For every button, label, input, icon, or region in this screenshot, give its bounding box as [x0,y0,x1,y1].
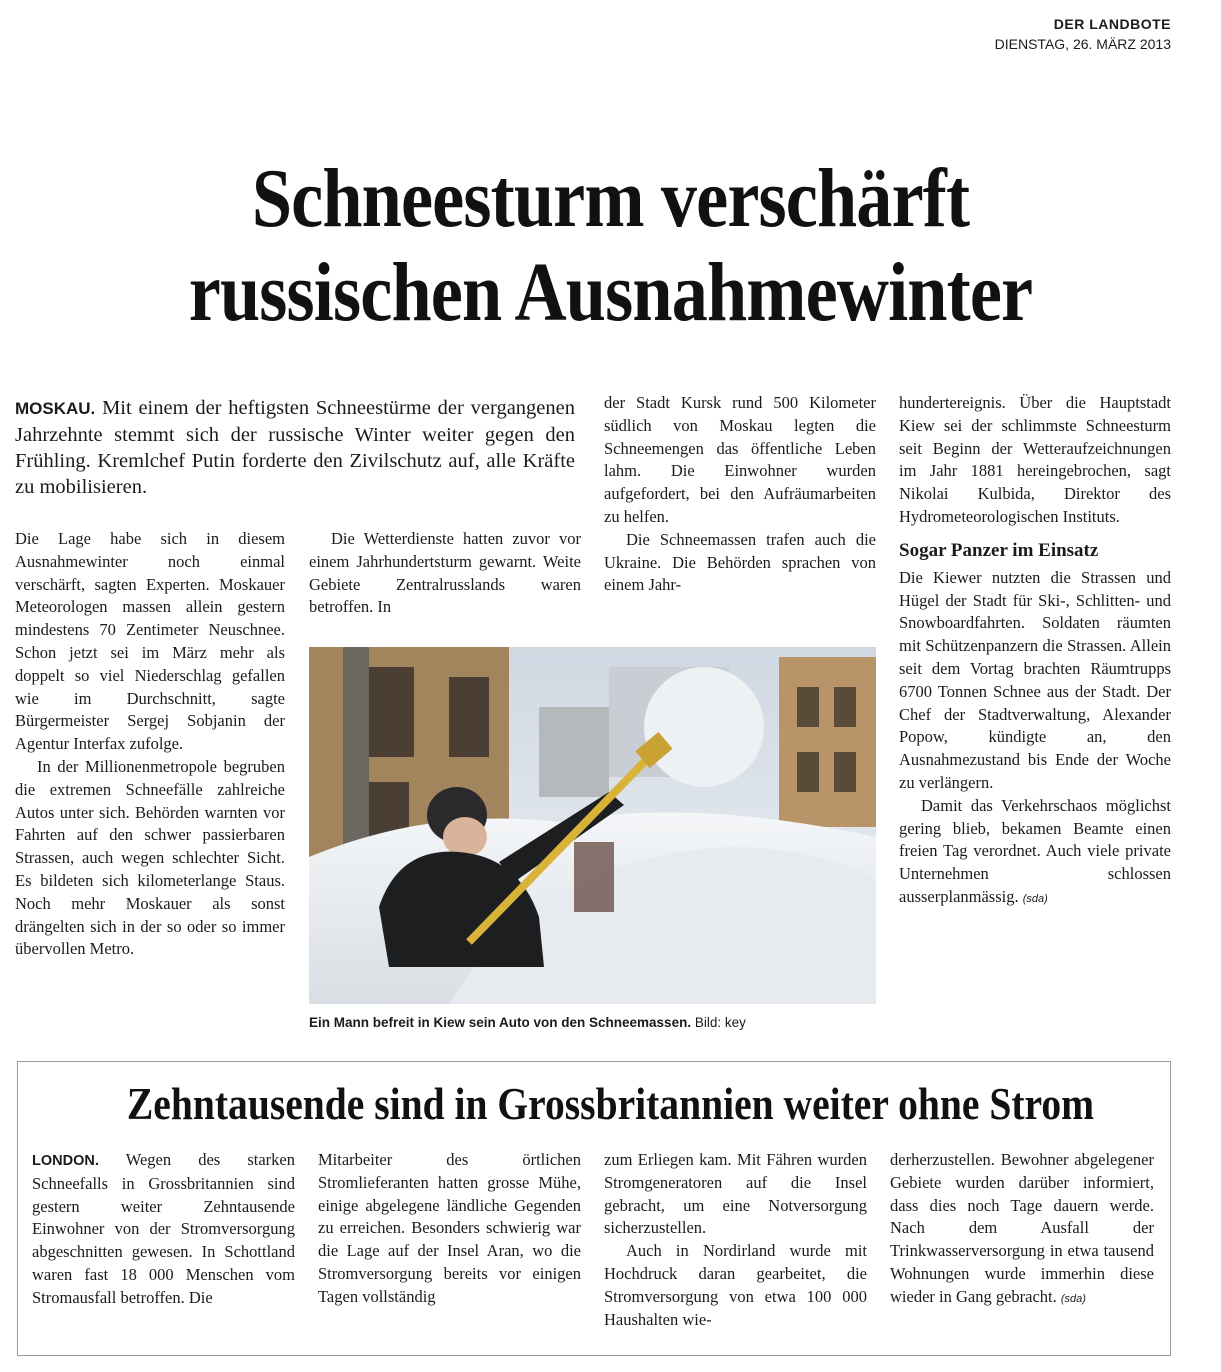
box-column-3 [604,1149,867,1331]
body-paragraph: LONDON. Wegen des starken Schneefalls in Grossbritannien sind gestern weiter Zehntausende Einwohner von der Stromversorgung abgeschnitten gewesen. In Schottland waren fast 18 000 Menschen vom Stromausfall betroffen. Die [32,1150,295,1307]
source-tag: (sda) [1022,892,1048,905]
photo-credit: Bild: key [691,1015,746,1030]
headline-line-2: russischen Ausnahmewinter [188,246,1033,339]
headline-line-1: Schneesturm verschärft [251,152,970,245]
dateline-city: MOSKAU. [15,399,96,418]
body-paragraph: In der Millionenmetropole begruben die extremen Schneefälle zahlreiche Autos unter sich. Behörden warnten vor Fahrten auf den schwer passierbaren Strassen, auch wegen schlechter Sicht. Es bildeten sich kilometerlange Staus. Noch mehr Moskauer als sonst drängelten sich in der so oder so immer übervollen Metro. [15,756,285,959]
body-paragraph: Die Kiewer nutzten die Strassen und Hügel der Stadt für Ski-, Schlitten- und Snowboardfahrten. Soldaten räumten mit Schützenpanzern die Strassen. Allein seit dem Vortag brachten Räumtrupps 6700 Tonnen Schnee aus der Stadt. Der Chef der Stadtverwaltung, Alexander Popow, kündigte an, den Ausnahmezustand bis Ende der Woche zu verlängern. [899,567,1171,792]
body-paragraph: derherzustellen. Bewohner abgelegener Gebiete wurden darüber informiert, dass dies noch Tage dauern werde. Nach dem Ausfall der Trinkwasserversorgung in etwa tausend Wohnungen wurde immerhin diese wieder in Gang gebracht. (sda) [890,1150,1154,1306]
body-paragraph: Damit das Verkehrschaos möglichst gering blieb, bekamen Beamte einen freien Tag verordnet. Auch viele private Unternehmen schlossen ausserplanmässig. (sda) [899,795,1171,906]
main-headline [85,152,1135,340]
subheading: Sogar Panzer im Einsatz [899,539,1099,561]
box-headline: Zehntausende sind in Grossbritannien weiter ohne Strom [126,1078,1095,1129]
photo-caption [309,1014,889,1032]
snow-scene-illustration [309,647,876,1004]
lead-text: Mit einem der heftigsten Schneestürme der vergangenen Jahrzehnte stemmt sich der russische Winter weiter gegen den Frühling. Kremlchef Putin forderte den Zivilschutz auf, alle Kräfte zu mobilisieren. [15,397,575,498]
body-paragraph: zum Erliegen kam. Mit Fähren wurden Stromgeneratoren auf die Insel gebracht, um eine Notversorgung sicherzustellen. [604,1150,867,1238]
article-column-4 [899,392,1171,911]
masthead [995,14,1171,54]
body-paragraph: Auch in Nordirland wurde mit Hochdruck daran gearbeitet, die Stromversorgung von etwa 100 000 Haushalten wie- [604,1241,867,1329]
body-paragraph: Die Wetterdienste hatten zuvor vor einem Jahrhundertsturm gewarnt. Weite Gebiete Zentralrusslands waren betroffen. In [309,529,581,617]
dateline-city: LONDON. [32,1153,99,1169]
issue-date: DIENSTAG, 26. MÄRZ 2013 [994,36,1171,52]
article-column-3 [604,392,876,597]
body-paragraph: Die Lage habe sich in diesem Ausnahmewinter noch einmal verschärft, sagten Experten. Moskauer Meteorologen massen allein gestern mindestens 70 Zentimeter Neuschnee. Schon jetzt sei im März mehr als doppelt so viel Niederschlag gefallen wie im Durchschnitt, sagte Bürgermeister Sergej Sobjanin der Agentur Interfax zufolge. [15,529,285,754]
source-tag: (sda) [1060,1292,1086,1305]
news-photo [309,647,876,1004]
box-column-1 [32,1149,295,1310]
body-paragraph: hundertereignis. Über die Hauptstadt Kiew sei der schlimmste Schneesturm seit Beginn der Wetteraufzeichnungen im Jahr 1881 hereingebrochen, sagt Nikolai Kulbida, Direktor des Hydrometeorologischen Instituts. [899,393,1171,526]
box-column-4 [890,1149,1154,1311]
body-paragraph: der Stadt Kursk rund 500 Kilometer südlich von Moskau legten die Schneemengen das öffentliche Leben lahm. Die Einwohner wurden aufgefordert, bei den Aufräumarbeiten zu helfen. [604,393,876,526]
article-column-1 [15,528,285,961]
article-column-2 [309,528,581,619]
newspaper-name: DER LANDBOTE [1053,16,1171,32]
caption-text: Ein Mann befreit in Kiew sein Auto von den Schneemassen. [309,1015,692,1030]
body-paragraph: Die Schneemassen trafen auch die Ukraine. Die Behörden sprachen von einem Jahr- [604,529,876,595]
body-paragraph: Mitarbeiter des örtlichen Stromlieferanten hatten grosse Mühe, einige abgelegene ländliche Gegenden zu erreichen. Besonders schwierig war die Lage auf der Insel Aran, wo die Stromversorgung bereits vor einigen Tagen vollständig [318,1150,581,1306]
box-column-2 [318,1149,581,1309]
lead-paragraph [15,395,575,500]
